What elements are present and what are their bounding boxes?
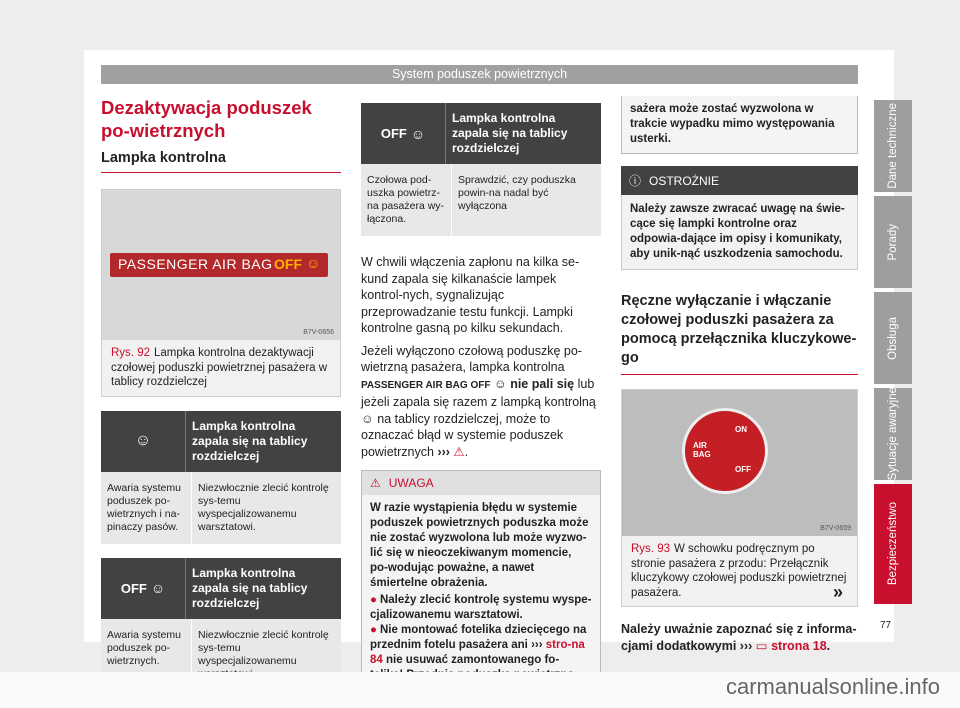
continue-mark: » [833, 582, 844, 602]
inline-airbag-person-icon: ☺ [361, 411, 374, 426]
tab-dane-techniczne[interactable]: Dane techniczne [874, 100, 912, 192]
lamp-table-header [101, 558, 341, 619]
caption-text: W schowku podręcznym po stronie pasażera z przodu: Przełącznik kluczykowy czołowej poduszki powietrznej pasażera. [631, 543, 847, 599]
airbag-lamp-panel [110, 253, 328, 277]
lamp-table-row [361, 164, 601, 236]
info-circle-icon: ⓘ [629, 174, 642, 188]
figure-caption [622, 536, 857, 606]
airbag-person-icon: ☺ [306, 255, 321, 271]
warning-header [362, 471, 600, 495]
subsection-title: Lampka kontrolna [101, 150, 341, 173]
arrows: ››› [437, 444, 450, 459]
column-left [101, 96, 341, 691]
figure-image [102, 190, 340, 340]
tab-porady[interactable]: Porady [874, 196, 912, 288]
lamp-table-row [101, 472, 341, 544]
warning-text: W razie wystąpienia błędu w systemie poduszek powietrznych poduszka może nie zostać wyzwolona lub może wyzwo-lić się w nieoczekiwanym momencie, po-wodując poważne, a nawet śmiertelne obrażenia. [370, 502, 589, 589]
caution-title: OSTROŻNIE [649, 173, 720, 188]
airbag-warning-icon: ☺ [101, 411, 186, 472]
lamp-cause: Awaria systemu poduszek po-wietrznych i na-pinaczy pasów. [101, 472, 192, 544]
figure-code: B7V-0656 [303, 329, 334, 336]
lamp-table-title: Lampka kontrolna zapala się na tablicy rozdzielczej [452, 111, 568, 155]
caution-header [621, 166, 858, 195]
additional-info: Należy uważnie zapoznać się z informa-cjami dodatkowymi ››› ▭ strona 18. [621, 622, 857, 653]
figure-ref: Rys. 92 [111, 347, 150, 359]
warning-title: UWAGA [388, 476, 434, 490]
tab-obsluga[interactable]: Obsługa [874, 292, 912, 384]
lamp-table-title: Lampka kontrolna zapala się na tablicy rozdzielczej [192, 565, 308, 610]
lamp-action: Niezwłocznie zlecić kontrolę sys-temu wyspecjalizowanemu [198, 628, 329, 667]
book-icon: ▭ [755, 638, 768, 653]
warning-bullet: ● Nie montować fotelika dziecięcego na przednim fotelu pasażera ani ››› stro-na 84 nie usuwać zamontowanego fo- [370, 624, 587, 666]
lamp-action: Niezwłocznie zlecić kontrolę sys-temu wyspecjalizowanemu warsztatowi. [198, 481, 329, 533]
lamp-table-1 [101, 411, 341, 544]
page-link[interactable]: stro-na 84 [370, 639, 585, 666]
lamp-table-header [361, 103, 601, 164]
caption-text: Lampka kontrolna dezaktywacji czołowej poduszki powietrznej pasażera w tablicy rozdzielczej [111, 347, 328, 388]
paragraph-test: W chwili włączenia zapłonu na kilka se-kund zapala się kilkanaście lampek kontrol-nych, sygnalizując przeprowadzanie testu funkcji. Lampki kontrolne gasną po kilku sekundach. [361, 255, 580, 335]
paragraph-deactivated: Jeżeli wyłączono czołową poduszkę po-wietrzną pasażera, lampka kontrolna PASSENGER AIR BAG OFF ☺ nie pali się lub jeżeli zapala się razem z lampką kontrolną ☺ na tablicy rozdzielczej, może to oznaczać błąd w systemie poduszek powietrznych ››› ⚠. [361, 343, 596, 459]
lamp-off-text: OFF [274, 256, 302, 272]
airbag-off-icon: OFF ☺ [101, 558, 186, 619]
lamp-table-title: Lampka kontrolna zapala się na tablicy rozdzielczej [192, 418, 308, 463]
caution-text: Należy zawsze zwracać uwagę na świe-cące się lampki kontrolne oraz odpowia-dające im opisy i komunikaty, aby unik-nąć uszkodzenia samochodu. [621, 195, 858, 270]
side-tabs [874, 100, 912, 608]
column-right [621, 96, 858, 660]
caution-box [621, 166, 858, 270]
tab-sytuacje-awaryjne[interactable]: Sytuacje awaryjne [874, 388, 912, 480]
warning-continued-text: sażera może zostać wyzwolona w trakcie wypadku mimo występowania usterki. [630, 103, 835, 145]
lamp-cause: Awaria systemu poduszek po-wietrznych. [101, 619, 192, 691]
lamp-label: PASSENGER AIR BAG [118, 256, 273, 272]
lamp-cause: Czołowa pod-uszka powietrz-na pasażera wy-łączona. [361, 164, 452, 236]
watermark: carmanualsonline.info [0, 672, 960, 708]
page-header: System poduszek powietrznych [101, 65, 858, 84]
figure-93 [621, 389, 858, 607]
figure-image [622, 390, 857, 536]
inline-airbag-icon: ☺ [493, 376, 507, 391]
figure-92 [101, 189, 341, 397]
lamp-table-2 [101, 558, 341, 691]
lamp-action: Sprawdzić, czy poduszka powin-na nadal być wyłączona [458, 174, 576, 212]
section2-title: Ręczne wyłączanie i włączanie czołowej poduszki pasażera za pomocą przełącznika kluczykowe-go [621, 292, 858, 375]
figure-caption [102, 340, 340, 396]
warning-continuation [621, 96, 858, 154]
figure-code: B7V-0659 [820, 525, 851, 532]
lamp-table-header [101, 411, 341, 472]
section-title: Dezaktywacja poduszek po-wietrznych [101, 97, 312, 141]
column-middle [361, 103, 601, 705]
warning-box [361, 470, 601, 705]
page-number: 77 [880, 620, 892, 631]
airbag-off-icon: OFF ☺ [361, 103, 446, 164]
tab-bezpieczenstwo[interactable]: Bezpieczeństwo [874, 484, 912, 604]
inline-lamp-label: PASSENGER AIR BAG OFF [361, 379, 491, 391]
lamp-table-3 [361, 103, 601, 236]
warning-triangle-icon: ⚠ [370, 476, 381, 490]
warning-triangle-icon: ⚠ [453, 444, 465, 459]
page-link[interactable]: strona 18 [771, 638, 827, 653]
key-switch-icon: AIR BAG ON OFF [682, 408, 768, 494]
warning-bullet: ● Należy zlecić kontrolę systemu wyspe-cjalizowanemu warsztatowi. [370, 594, 592, 621]
figure-ref: Rys. 93 [631, 543, 670, 555]
